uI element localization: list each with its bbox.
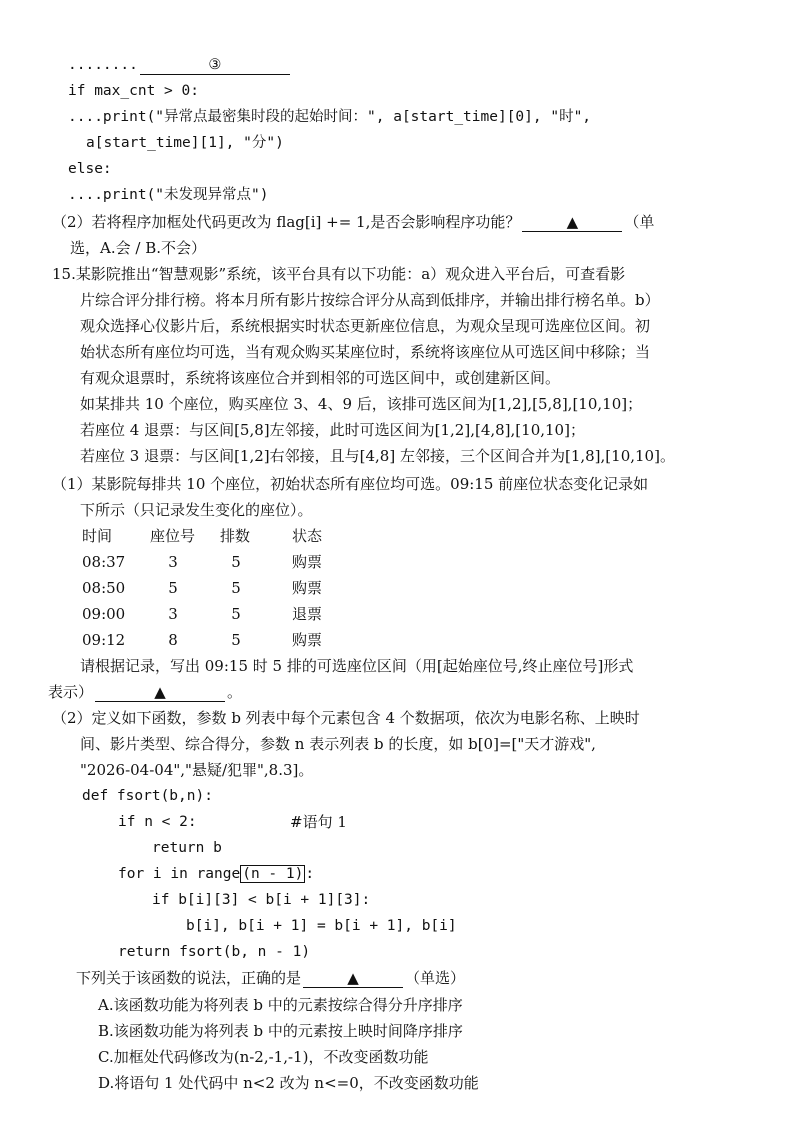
table-cell: 5 (231, 605, 241, 623)
code-line (68, 55, 292, 75)
question-line: 选，A.会 / B.不会） (70, 239, 206, 257)
code-line: def fsort(b,n): (82, 788, 213, 804)
code-dots: ........ (68, 57, 138, 73)
table-cell: 5 (231, 631, 241, 649)
table-cell: 3 (168, 605, 178, 623)
intro-line: 若座位 4 退票：与区间[5,8]左邻接，此时可选区间为[1,2],[4,8],[10,10]； (80, 421, 585, 439)
code-line (118, 864, 314, 884)
question-line (48, 682, 242, 702)
answer-blank[interactable]: ▲ (303, 969, 403, 988)
table-cell: 购票 (292, 631, 323, 649)
table-header: 状态 (292, 527, 323, 545)
code-line: if n < 2: (118, 814, 197, 830)
question-line (76, 968, 465, 988)
code-line: ....print("异常点最密集时段的起始时间：", a[start_time][0], "时", (68, 109, 592, 125)
question-line: "2026-04-04","悬疑/犯罪",8.3]。 (80, 761, 314, 779)
question-text: 表示） (48, 683, 94, 701)
code-line: if b[i][3] < b[i + 1][3]: (152, 892, 371, 908)
question-line: （2）定义如下函数，参数 b 列表中每个元素包含 4 个数据项，依次为电影名称、上映时 (52, 709, 640, 727)
intro-line: 如某排共 10 个座位，购买座位 3、4、9 后，该排可选区间为[1,2],[5,8],[10,10]； (80, 395, 643, 413)
question-text: 下列关于该函数的说法，正确的是 (76, 969, 302, 987)
intro-line: 有观众退票时，系统将该座位合并到相邻的可选区间中，或创建新区间。 (80, 369, 561, 387)
code-line: if max_cnt > 0: (68, 83, 199, 99)
answer-blank-3[interactable]: ③ (140, 56, 290, 75)
intro-line: 观众选择心仪影片后，系统根据实时状态更新座位信息，为观众呈现可选座位区间。初 (80, 317, 651, 335)
code-line: return fsort(b, n - 1) (118, 944, 311, 960)
table-cell: 购票 (292, 553, 323, 571)
option-a[interactable]: A.该函数功能为将列表 b 中的元素按综合得分升序排序 (98, 996, 463, 1014)
code-line: a[start_time][1], "分") (86, 135, 284, 151)
code-line: else: (68, 161, 112, 177)
boxed-code: (n - 1) (242, 866, 304, 882)
option-c[interactable]: C.加框处代码修改为(n-2,-1,-1)，不改变函数功能 (98, 1048, 429, 1066)
code-comment: #语句 1 (290, 813, 347, 831)
table-cell: 退票 (292, 605, 323, 623)
question-line: 请根据记录，写出 09:15 时 5 排的可选座位区间（用[起始座位号,终止座位号]形式 (80, 657, 634, 675)
question-line: 间、影片类型、综合得分，参数 n 表示列表 b 的长度，如 b[0]=["天才游戏", (80, 735, 596, 753)
answer-blank[interactable]: ▲ (522, 213, 622, 232)
intro-line: 始状态所有座位均可选，当有观众购买某座位时，系统将该座位从可选区间中移除；当 (80, 343, 651, 361)
table-cell: 8 (168, 631, 178, 649)
code-text: for i in range (118, 866, 241, 882)
question-text: （单 (624, 213, 655, 231)
question-text: （2）若将程序加框处代码更改为 flag[i] += 1,是否会影响程序功能？ (52, 213, 521, 231)
table-header: 时间 (82, 527, 113, 545)
option-d[interactable]: D.将语句 1 处代码中 n<2 改为 n<=0，不改变函数功能 (98, 1074, 479, 1092)
table-cell: 5 (231, 579, 241, 597)
table-cell: 3 (168, 553, 178, 571)
table-header: 排数 (220, 527, 251, 545)
code-text: : (305, 866, 315, 882)
answer-blank[interactable]: ▲ (95, 683, 225, 702)
question-line (52, 212, 654, 232)
question-text: （单选） (405, 969, 466, 987)
table-cell: 08:37 (82, 553, 126, 571)
table-cell: 09:00 (82, 605, 126, 623)
table-cell: 09:12 (82, 631, 126, 649)
table-cell: 购票 (292, 579, 323, 597)
code-line: b[i], b[i + 1] = b[i + 1], b[i] (186, 918, 457, 934)
question-line: （1）某影院每排共 10 个座位，初始状态所有座位均可选。09:15 前座位状态变化记录如 (52, 475, 649, 493)
code-line: ....print("未发现异常点") (68, 187, 269, 203)
table-header: 座位号 (150, 527, 196, 545)
intro-line: 片综合评分排行榜。将本月所有影片按综合评分从高到低排序，并输出排行榜名单。b） (80, 291, 660, 309)
question-line: 下所示（只记录发生变化的座位）。 (80, 501, 313, 519)
intro-line: 若座位 3 退票：与区间[1,2]右邻接，且与[4,8] 左邻接，三个区间合并为[1,8],[10,10]。 (80, 447, 675, 465)
code-line: return b (152, 840, 222, 856)
table-cell: 5 (231, 553, 241, 571)
question-text: 。 (227, 683, 243, 701)
option-b[interactable]: B.该函数功能为将列表 b 中的元素按上映时间降序排序 (98, 1022, 463, 1040)
intro-line: 15.某影院推出“智慧观影”系统，该平台具有以下功能：a）观众进入平台后，可查看影 (52, 265, 626, 283)
table-cell: 5 (168, 579, 178, 597)
table-cell: 08:50 (82, 579, 126, 597)
